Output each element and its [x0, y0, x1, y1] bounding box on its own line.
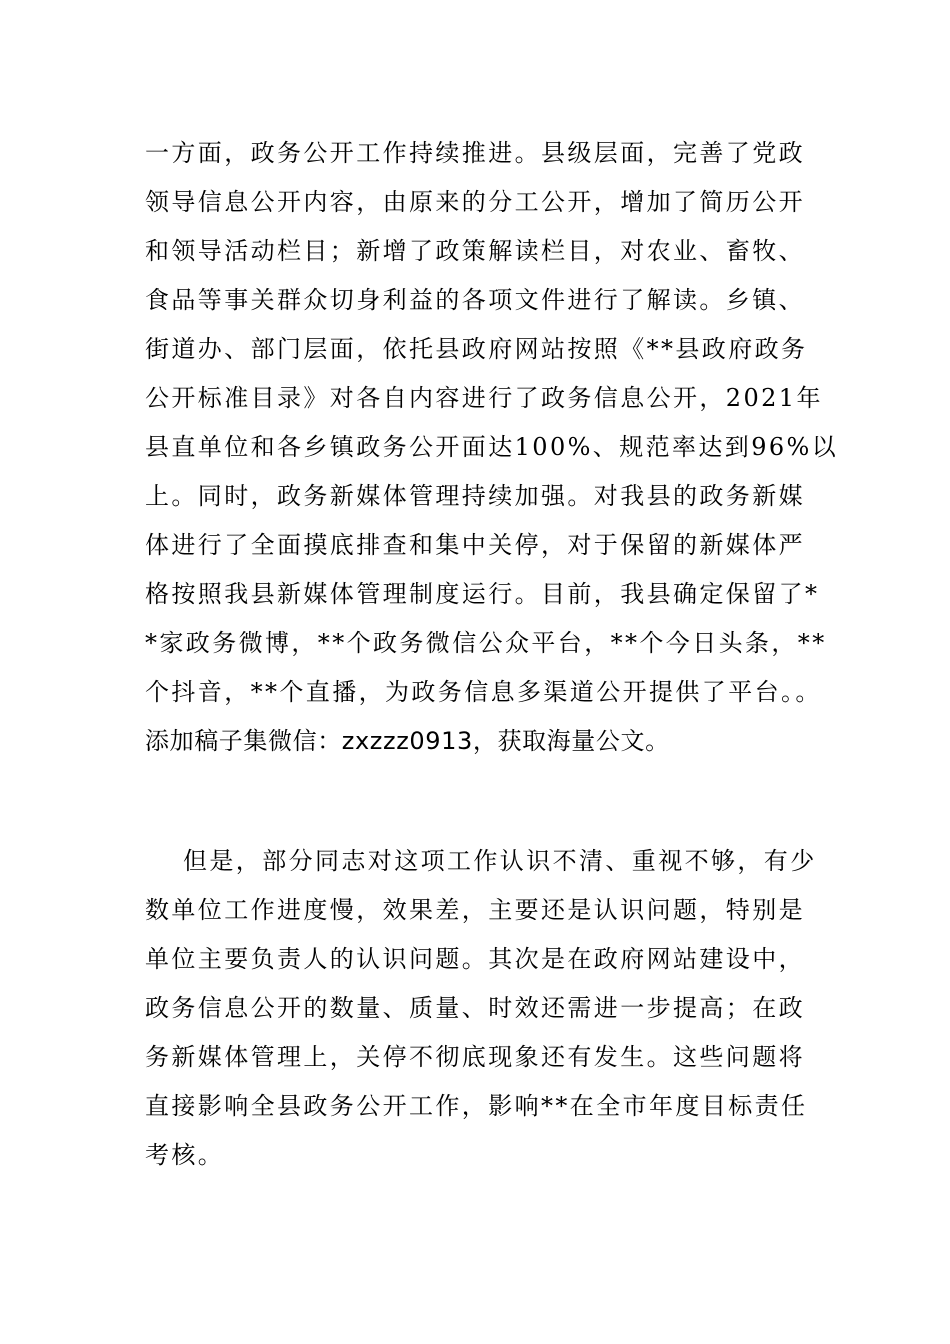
paragraph-line: *家政务微博，**个政务微信公众平台，**个今日头条，**	[145, 629, 827, 657]
paragraph-line: 县直单位和各乡镇政务公开面达100%、规范率达到96%以	[145, 433, 839, 461]
paragraph-line: 和领导活动栏目；新增了政策解读栏目，对农业、畜牧、	[145, 237, 805, 265]
paragraph-line: 公开标准目录》对各自内容进行了政务信息公开，2021年	[145, 384, 823, 412]
paragraph-government-affairs-progress	[145, 129, 839, 766]
paragraph-line: 政务信息公开的数量、质量、时效还需进一步提高；在政	[145, 994, 805, 1022]
paragraph-line: 街道办、部门层面，依托县政府网站按照《**县政府政务	[145, 335, 808, 363]
paragraph-line: 上。同时，政务新媒体管理持续加强。对我县的政务新媒	[145, 482, 805, 510]
paragraph-existing-problems	[145, 837, 825, 1180]
paragraph-line: 但是，部分同志对这项工作认识不清、重视不够，有少	[183, 847, 817, 875]
promo-line: 添加稿子集微信：zxzzz0913，获取海量公文。	[145, 727, 670, 755]
paragraph-line: 格按照我县新媒体管理制度运行。目前，我县确定保留了*	[145, 580, 820, 608]
paragraph-line: 体进行了全面摸底排查和集中关停，对于保留的新媒体严	[145, 531, 805, 559]
paragraph-line: 领导信息公开内容，由原来的分工公开，增加了简历公开	[145, 188, 805, 216]
paragraph-line: 个抖音，**个直播，为政务信息多渠道公开提供了平台。。	[145, 678, 822, 706]
paragraph-line: 务新媒体管理上，关停不彻底现象还有发生。这些问题将	[145, 1043, 805, 1071]
paragraph-line: 直接影响全县政务公开工作，影响**在全市年度目标责任	[145, 1092, 808, 1120]
paragraph-line: 食品等事关群众切身利益的各项文件进行了解读。乡镇、	[145, 286, 805, 314]
paragraph-line: 考核。	[145, 1141, 225, 1169]
paragraph-line: 一方面，政务公开工作持续推进。县级层面，完善了党政	[145, 139, 805, 167]
paragraph-line: 数单位工作进度慢，效果差，主要还是认识问题，特别是	[145, 896, 805, 924]
paragraph-line: 单位主要负责人的认识问题。其次是在政府网站建设中，	[145, 945, 805, 973]
